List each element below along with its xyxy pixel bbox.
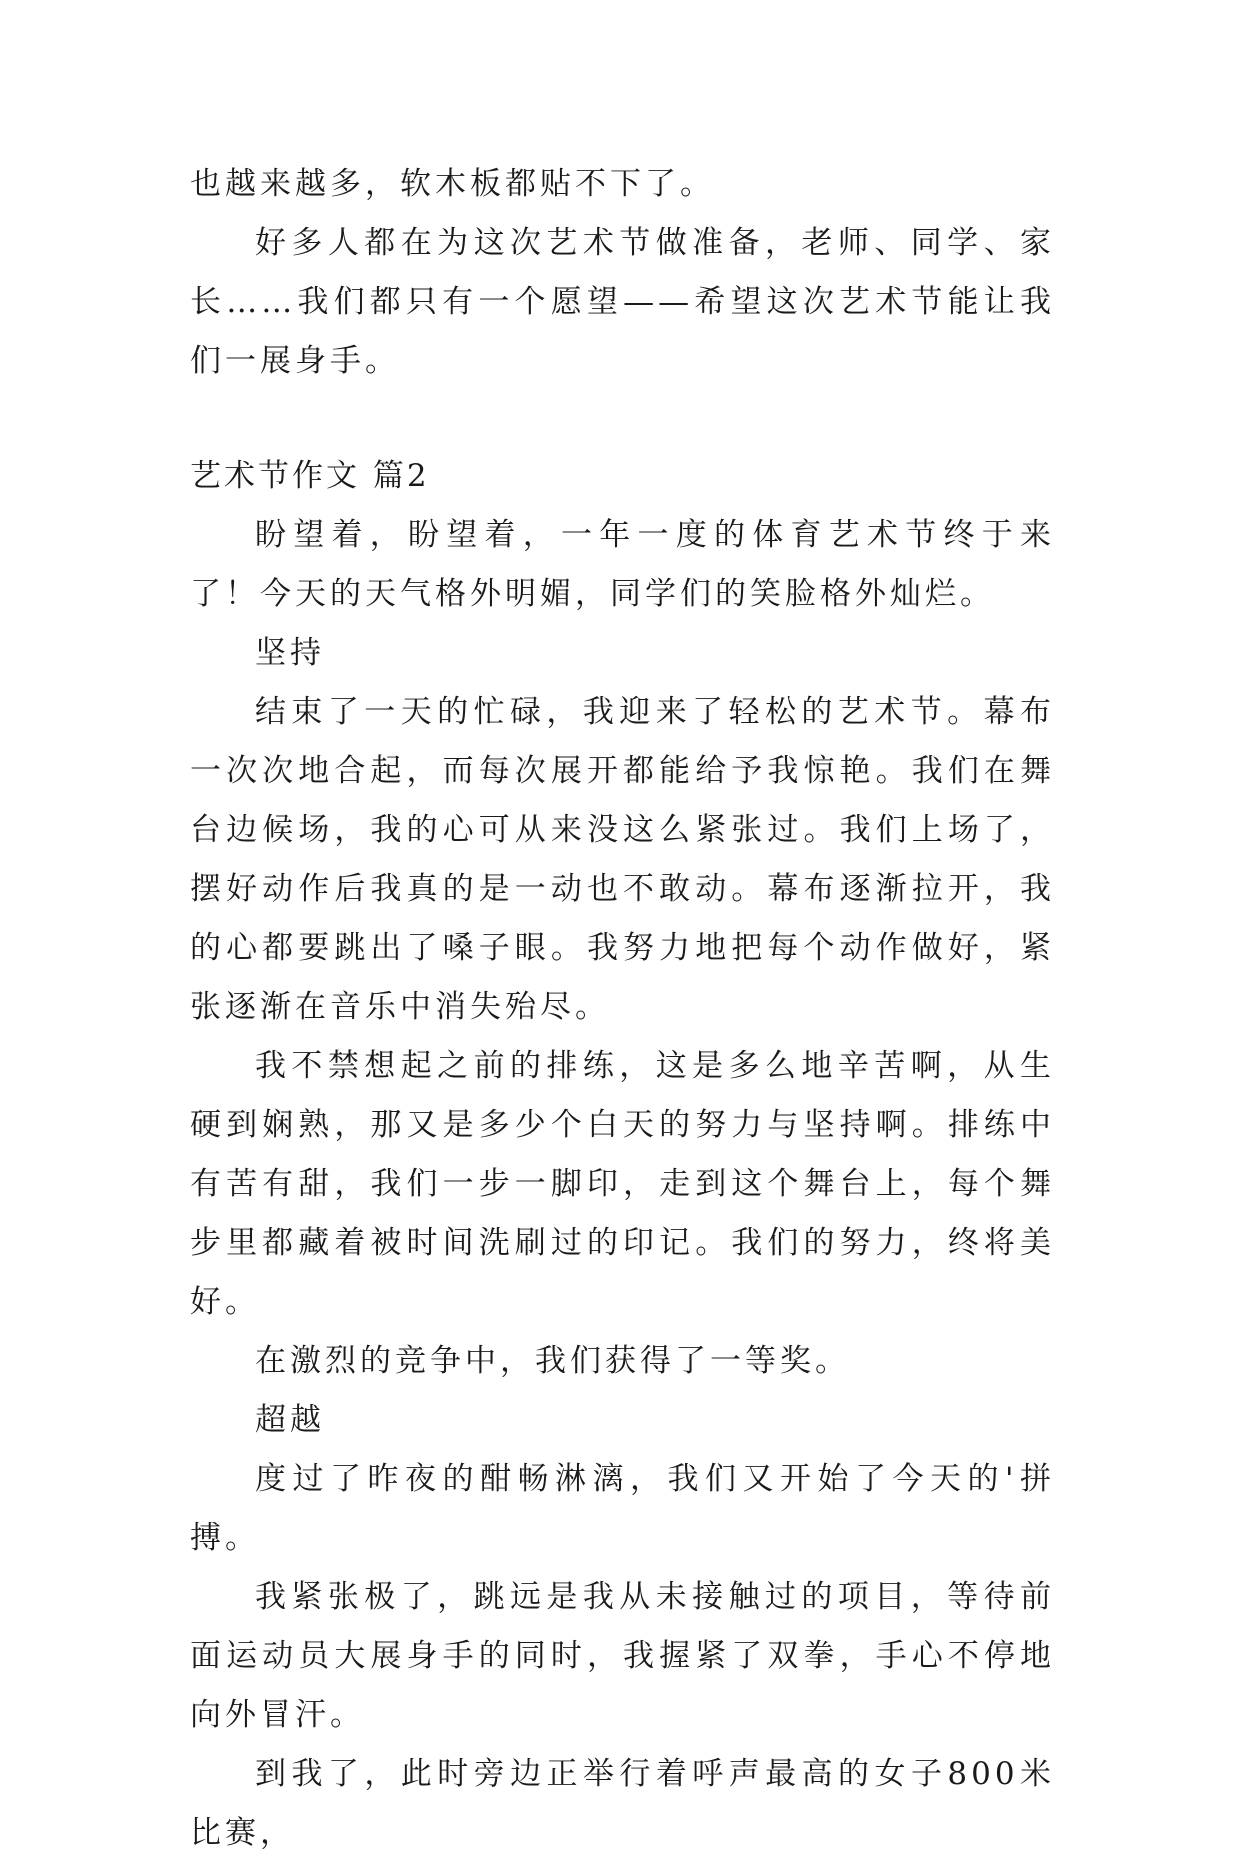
section-title: 艺术节作文 篇2 [190, 458, 430, 494]
paragraph-rehearsal: 我不禁想起之前的排练，这是多么地辛苦啊，从生硬到娴熟，那又是多少个白天的努力与坚持啊。排练中有苦有甜，我们一步一脚印，走到这个舞台上，每个舞步里都藏着被时间洗刷过的印记。我们的努力，终将美好。 [190, 1048, 1055, 1320]
document-page [190, 155, 1055, 1863]
paragraph-long-jump: 我紧张极了，跳远是我从未接触过的项目，等待前面运动员大展身手的同时，我握紧了双拳，手心不停地向外冒汗。 [190, 1579, 1055, 1733]
paragraph-new-day: 度过了昨夜的酣畅淋漓，我们又开始了今天的'拼搏。 [190, 1461, 1055, 1556]
section-gap [190, 391, 1055, 447]
paragraph-stage: 结束了一天的忙碌，我迎来了轻松的艺术节。幕布一次次地合起，而每次展开都能给予我惊艳。我们在舞台边候场，我的心可从来没这么紧张过。我们上场了，摆好动作后我真的是一动也不敢动。幕布逐渐拉开，我的心都要跳出了嗓子眼。我努力地把每个动作做好，紧张逐渐在音乐中消失殆尽。 [190, 694, 1055, 1025]
paragraph-intro: 盼望着，盼望着，一年一度的体育艺术节终于来了！今天的天气格外明媚，同学们的笑脸格外灿烂。 [190, 517, 1055, 612]
paragraph-preparation: 好多人都在为这次艺术节做准备，老师、同学、家长……我们都只有一个愿望——希望这次艺术节能让我们一展身手。 [190, 225, 1055, 379]
paragraph-award: 在激烈的竞争中，我们获得了一等奖。 [255, 1343, 850, 1379]
subheading-surpass: 超越 [255, 1402, 325, 1438]
paragraph-continuation: 也越来越多，软木板都贴不下了。 [190, 166, 715, 202]
subheading-persistence: 坚持 [255, 635, 325, 671]
paragraph-my-turn: 到我了，此时旁边正举行着呼声最高的女子800米比赛， [190, 1756, 1055, 1851]
